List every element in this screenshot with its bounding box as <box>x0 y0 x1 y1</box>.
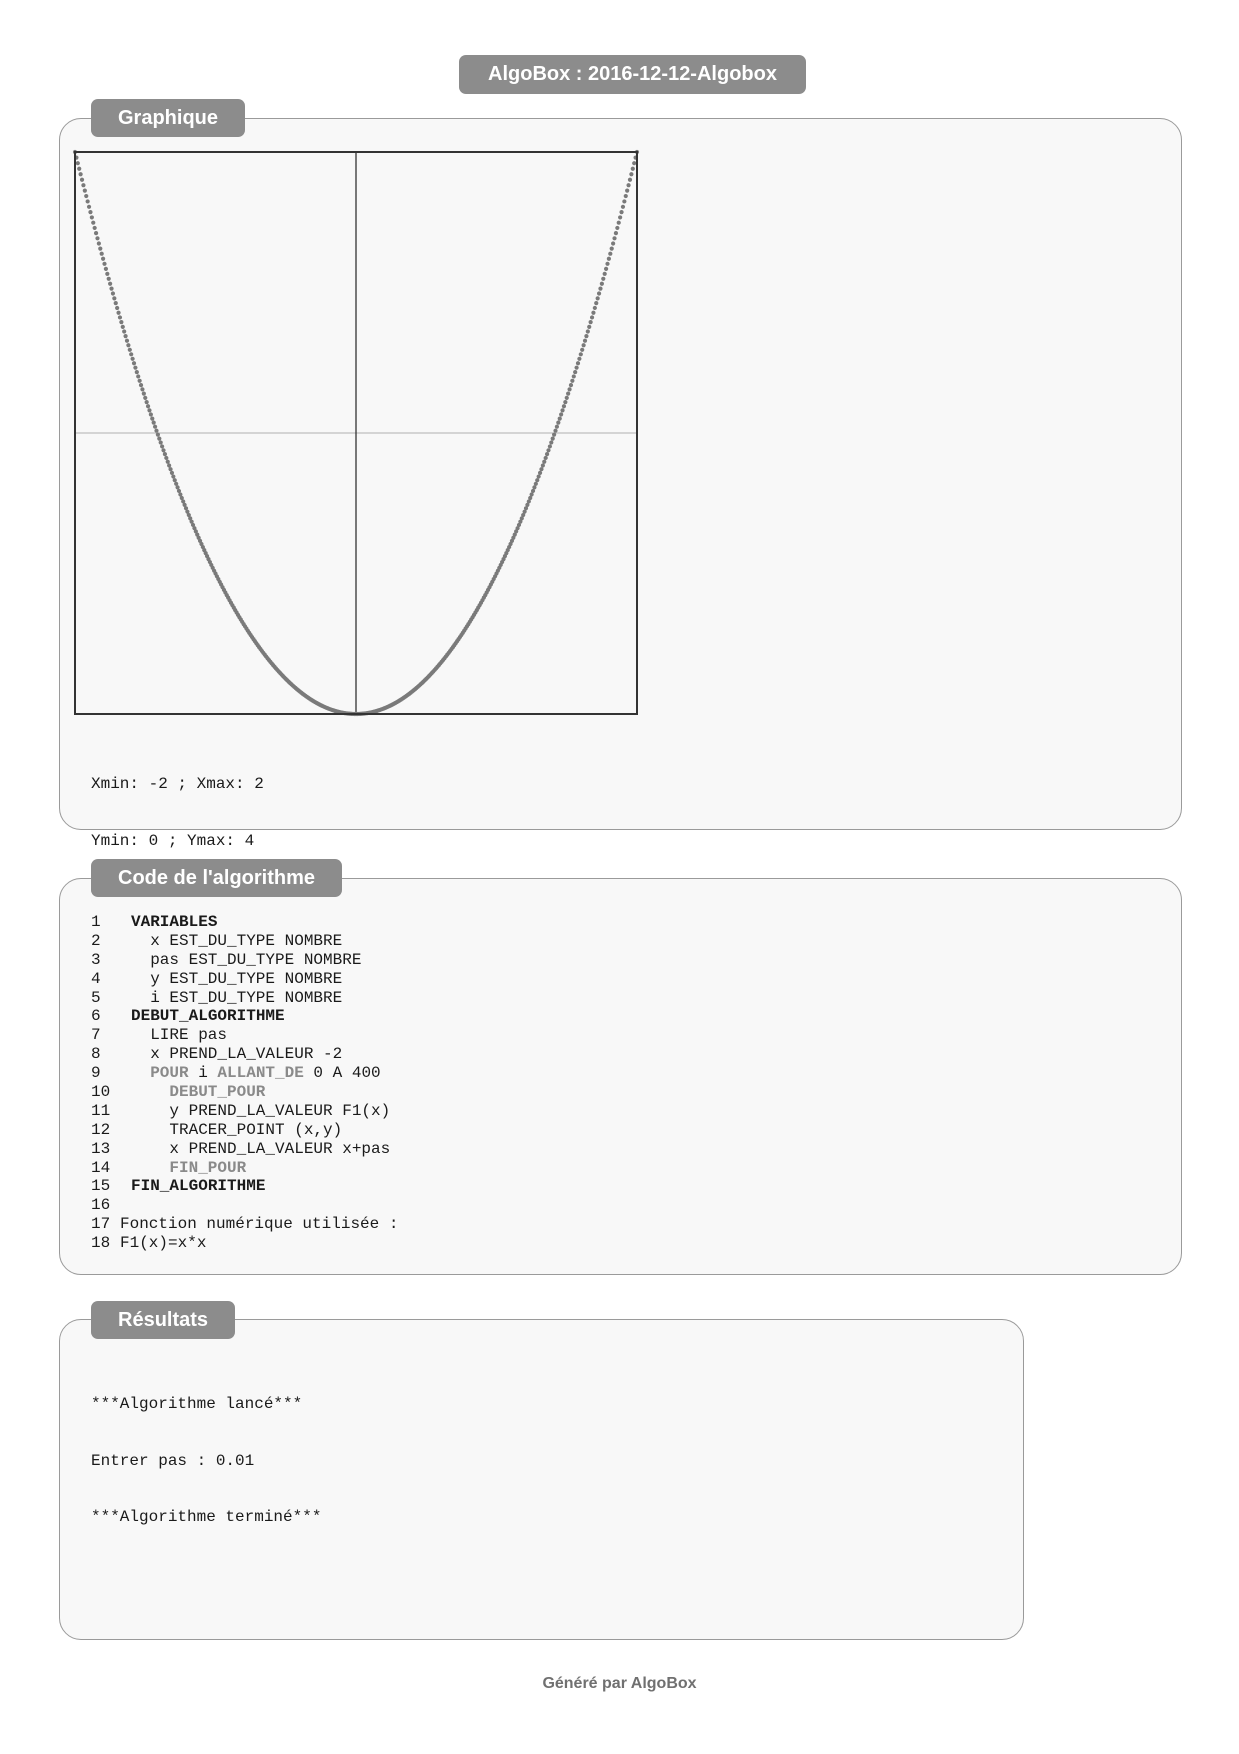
code-text <box>121 932 342 951</box>
plot-point <box>167 463 171 467</box>
code-section-label: Code de l'algorithme <box>91 859 342 897</box>
code-line <box>91 970 398 989</box>
line-number: 2 <box>91 931 101 950</box>
plot-point <box>111 291 115 295</box>
plot-point <box>119 320 123 324</box>
plot-point <box>549 440 553 444</box>
plot-point <box>171 474 175 478</box>
plot-point <box>153 425 157 429</box>
line-number: 8 <box>91 1045 101 1064</box>
code-text <box>121 1026 227 1045</box>
plot-point <box>90 215 94 219</box>
plot-point <box>140 387 144 391</box>
plot-point <box>537 474 541 478</box>
code-keyword: VARIABLES <box>131 913 218 931</box>
code-keyword: FIN_POUR <box>169 1158 247 1177</box>
code-text <box>121 951 361 970</box>
plot-point <box>587 325 591 329</box>
plot-point <box>80 178 84 182</box>
plot-point <box>142 392 146 396</box>
plot-point <box>544 456 548 460</box>
plot-point <box>86 199 90 203</box>
plot-point <box>617 221 621 225</box>
result-line: ***Algorithme terminé*** <box>91 1508 322 1527</box>
line-number: 5 <box>91 988 101 1007</box>
plot-point <box>101 257 105 261</box>
plot-point <box>594 301 598 305</box>
plot-point <box>138 379 142 383</box>
code-text <box>121 1007 285 1026</box>
plot-point <box>535 478 539 482</box>
plot-point <box>136 374 140 378</box>
code-line <box>91 1083 398 1102</box>
plot-point <box>610 247 614 251</box>
plot-point <box>577 357 581 361</box>
code-text <box>121 1064 381 1083</box>
plot-point <box>168 467 172 471</box>
code-line <box>91 1196 398 1215</box>
code-line <box>91 989 398 1008</box>
code-line <box>91 1121 398 1140</box>
code-text <box>120 1215 398 1234</box>
plot-point <box>133 366 137 370</box>
plot-point <box>91 221 95 225</box>
code-token: i EST_DU_TYPE NOMBRE <box>150 988 343 1007</box>
code-text <box>121 970 342 989</box>
code-token: x PREND_LA_VALEUR -2 <box>150 1045 343 1064</box>
plot-point <box>105 272 109 276</box>
line-number: 14 <box>91 1158 111 1177</box>
plot-point <box>593 306 597 310</box>
results-section-label: Résultats <box>91 1301 235 1339</box>
line-number: 17 <box>91 1215 111 1234</box>
plot-point <box>567 387 571 391</box>
plot-point <box>580 348 584 352</box>
plot-point <box>553 429 557 433</box>
plot-point <box>114 301 118 305</box>
plot-point <box>552 433 556 437</box>
plot-point <box>590 315 594 319</box>
plot-point <box>570 379 574 383</box>
code-line <box>91 913 398 932</box>
code-text <box>121 1159 246 1178</box>
plot-point <box>631 167 635 171</box>
plot-point <box>88 210 92 214</box>
plot-point <box>576 361 580 365</box>
code-line <box>91 1177 398 1196</box>
plot-point <box>132 361 136 365</box>
plot-point <box>152 421 156 425</box>
plot-point <box>97 241 101 245</box>
plot-point <box>629 172 633 176</box>
plot-point <box>598 287 602 291</box>
plot-point <box>566 392 570 396</box>
code-token: F1(x)=x*x <box>120 1234 207 1253</box>
plot-point <box>538 471 542 475</box>
plot-point <box>143 396 147 400</box>
plot-point <box>569 383 573 387</box>
plot-point <box>596 296 600 300</box>
plot-point <box>87 205 91 209</box>
result-line: Entrer pas : 0.01 <box>91 1451 255 1470</box>
plot-point <box>95 236 99 240</box>
code-keyword: DEBUT_POUR <box>169 1083 266 1102</box>
code-text <box>121 1196 131 1215</box>
plot-point <box>618 215 622 219</box>
plot-point <box>579 352 583 356</box>
plot-point <box>612 236 616 240</box>
plot-point <box>572 374 576 378</box>
code-text <box>121 1045 342 1064</box>
results-output <box>91 1357 321 1546</box>
code-keyword: ALLANT_DE <box>217 1064 304 1083</box>
line-number: 13 <box>91 1139 111 1158</box>
plot-point <box>164 456 168 460</box>
plot-point <box>126 343 130 347</box>
plot-point <box>621 205 625 209</box>
algorithm-code <box>91 913 398 1253</box>
plot-point <box>104 267 108 271</box>
graph-range-x: Xmin: -2 ; Xmax: 2 <box>91 775 264 793</box>
plot-point <box>163 452 167 456</box>
plot-point <box>156 433 160 437</box>
plot-point <box>604 267 608 271</box>
code-keyword: DEBUT_ALGORITHME <box>131 1007 285 1026</box>
code-token: y PREND_LA_VALEUR F1(x) <box>169 1101 391 1120</box>
plot-point <box>123 334 127 338</box>
code-token: x EST_DU_TYPE NOMBRE <box>150 931 343 950</box>
plot-point <box>558 417 562 421</box>
plot-point <box>146 404 150 408</box>
plot-point <box>619 210 623 214</box>
footer-credit: Généré par AlgoBox <box>542 1675 697 1692</box>
plot-point <box>584 334 588 338</box>
plot-point <box>560 408 564 412</box>
line-number: 18 <box>91 1234 111 1253</box>
plot-point <box>149 412 153 416</box>
line-number: 15 <box>91 1177 111 1196</box>
code-line <box>91 932 398 951</box>
plot-point <box>601 277 605 281</box>
plot-point <box>150 417 154 421</box>
result-line: ***Algorithme lancé*** <box>91 1394 303 1413</box>
plot-point <box>102 262 106 266</box>
code-keyword: POUR <box>150 1064 189 1083</box>
code-line <box>91 1234 398 1253</box>
plot-point <box>159 440 163 444</box>
plot-point <box>77 167 81 171</box>
plot-point <box>562 404 566 408</box>
plot-point <box>534 482 538 486</box>
plot-point <box>154 429 158 433</box>
plot-point <box>559 412 563 416</box>
plot-point <box>121 325 125 329</box>
plot-point <box>555 425 559 429</box>
line-number: 9 <box>91 1064 101 1083</box>
plot-point <box>605 262 609 266</box>
code-text <box>121 1102 390 1121</box>
plot-point <box>81 183 85 187</box>
plot-point <box>131 357 135 361</box>
plot-point <box>108 282 112 286</box>
code-line <box>91 1215 398 1234</box>
plot-point <box>607 257 611 261</box>
code-token: x PREND_LA_VALEUR x+pas <box>169 1139 391 1158</box>
plot-point <box>611 241 615 245</box>
plot-point <box>98 247 102 251</box>
plot-point <box>541 463 545 467</box>
plot-point <box>161 448 165 452</box>
plot-point <box>125 339 129 343</box>
plot-point <box>545 452 549 456</box>
plot-point <box>615 226 619 230</box>
plot-point <box>583 339 587 343</box>
plot-point <box>539 467 543 471</box>
graph-range-y: Ymin: 0 ; Ymax: 4 <box>91 832 255 850</box>
plot-point <box>632 161 636 165</box>
plot-point <box>109 287 113 291</box>
plot-point <box>160 444 164 448</box>
code-text <box>121 1177 265 1196</box>
plot-point <box>76 161 80 165</box>
plot-point <box>79 172 83 176</box>
plot-point <box>600 282 604 286</box>
plot-point <box>532 485 536 489</box>
plot-point <box>608 252 612 256</box>
plot-point <box>542 460 546 464</box>
plot-point <box>622 199 626 203</box>
line-number: 1 <box>91 913 101 931</box>
plot-point <box>586 329 590 333</box>
code-token: TRACER_POINT (x,y) <box>169 1120 343 1139</box>
plot-point <box>603 272 607 276</box>
plot-point <box>129 352 133 356</box>
code-text <box>121 1083 265 1102</box>
plot-point <box>546 448 550 452</box>
line-number: 4 <box>91 969 101 988</box>
code-text <box>121 989 342 1008</box>
plot-point <box>563 400 567 404</box>
code-line <box>91 1007 398 1026</box>
plot-point <box>565 396 569 400</box>
plot-point <box>128 348 132 352</box>
plot-point <box>145 400 149 404</box>
code-token: LIRE pas <box>150 1026 227 1045</box>
plot-point <box>170 471 174 475</box>
plot-point <box>614 231 618 235</box>
plot-point <box>84 194 88 198</box>
plot-point <box>147 408 151 412</box>
plot-point <box>173 478 177 482</box>
plot-point <box>166 460 170 464</box>
plot-point <box>107 277 111 281</box>
plot-point <box>83 189 87 193</box>
plot-point <box>589 320 593 324</box>
code-text <box>120 1234 206 1253</box>
plot-point <box>625 189 629 193</box>
plot-point <box>597 291 601 295</box>
code-keyword: FIN_ALGORITHME <box>131 1177 266 1196</box>
plot-point <box>591 311 595 315</box>
plot-point <box>100 252 104 256</box>
line-number: 7 <box>91 1026 101 1045</box>
code-line <box>91 1102 398 1121</box>
plot-point <box>112 296 116 300</box>
line-number: 12 <box>91 1120 111 1139</box>
code-token: 0 A 400 <box>303 1064 381 1083</box>
line-number: 6 <box>91 1007 101 1026</box>
plot-point <box>93 226 97 230</box>
code-line <box>91 1159 398 1178</box>
code-token: i <box>188 1064 218 1083</box>
code-token: y EST_DU_TYPE NOMBRE <box>150 969 343 988</box>
plot-point <box>556 421 560 425</box>
plot-point <box>135 370 139 374</box>
code-line <box>91 1045 398 1064</box>
plot-point <box>122 329 126 333</box>
plot-point <box>574 366 578 370</box>
document-title: AlgoBox : 2016-12-12-Algobox <box>459 55 806 94</box>
line-number: 3 <box>91 950 101 969</box>
code-line <box>91 1140 398 1159</box>
line-number: 10 <box>91 1083 111 1102</box>
code-line <box>91 1064 398 1083</box>
plot-point <box>115 306 119 310</box>
code-line <box>91 951 398 970</box>
code-line <box>91 1026 398 1045</box>
code-text <box>121 1140 390 1159</box>
plot-point <box>139 383 143 387</box>
graph-section-label: Graphique <box>91 99 245 137</box>
line-number: 16 <box>91 1196 111 1215</box>
code-token: Fonction numérique utilisée : <box>120 1215 399 1234</box>
plot-point <box>174 482 178 486</box>
code-token: pas EST_DU_TYPE NOMBRE <box>150 950 362 969</box>
plot-point <box>582 343 586 347</box>
plot-point <box>116 311 120 315</box>
plot-point <box>573 370 577 374</box>
line-number: 11 <box>91 1101 111 1120</box>
plot-point <box>628 178 632 182</box>
plot-point <box>94 231 98 235</box>
plot-point <box>548 444 552 448</box>
code-text <box>121 913 217 932</box>
plot-point <box>157 437 161 441</box>
plot-point <box>118 315 122 319</box>
code-text <box>121 1121 342 1140</box>
plot-point <box>626 183 630 187</box>
plot-point <box>624 194 628 198</box>
plot-point <box>551 437 555 441</box>
